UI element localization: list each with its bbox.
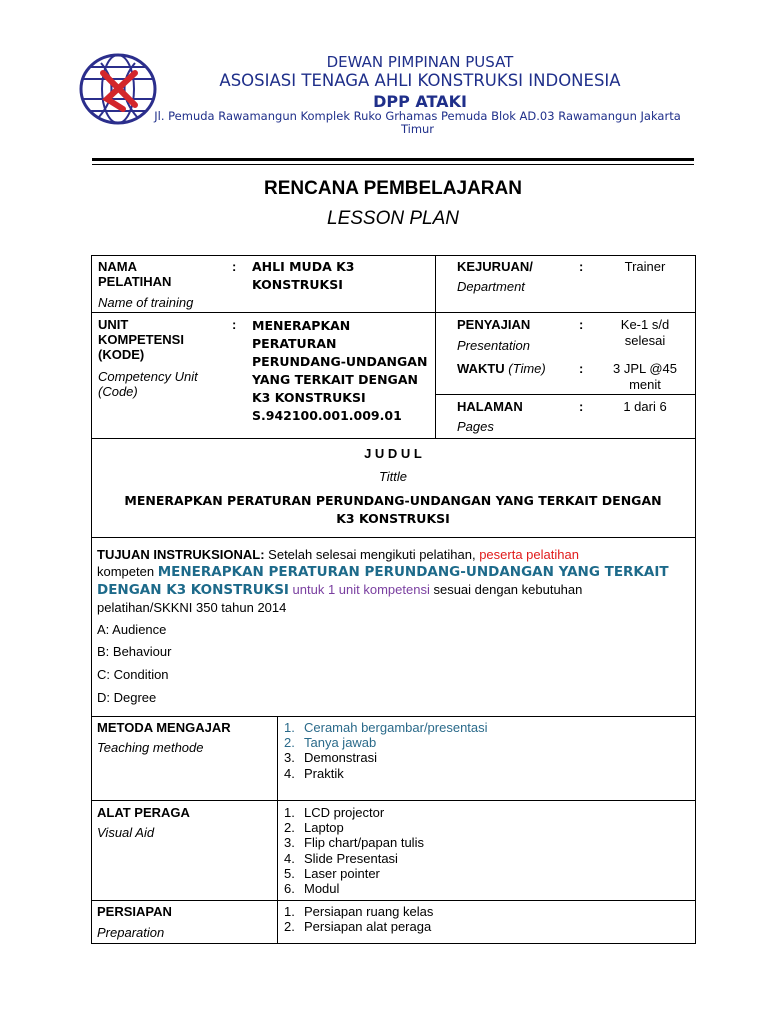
kejuruan-value: Trainer: [624, 259, 666, 274]
alat-label: ALAT PERAGA: [97, 805, 190, 820]
waktu-colon: :: [579, 361, 584, 376]
halaman-sub: Pages: [457, 419, 494, 434]
waktu-label: [457, 361, 546, 376]
kejuruan-label: KEJURUAN/: [457, 259, 533, 274]
alat-sub: Visual Aid: [97, 825, 155, 840]
info-divider-right1: [435, 312, 696, 313]
alat-list: [284, 805, 424, 896]
nama-value: AHLI MUDA K3 KONSTRUKSI: [252, 259, 355, 292]
kejuruan-colon: :: [579, 259, 584, 274]
penyajian-label: PENYAJIAN: [457, 317, 531, 332]
tujuan-p5: untuk 1 unit kompetensi: [288, 582, 430, 597]
page-subtitle: LESSON PLAN: [327, 208, 459, 229]
list-item: 3. Demonstrasi: [284, 750, 377, 766]
persiapan-sub: Preparation: [97, 925, 165, 940]
waktu-sub: (Time): [508, 361, 546, 376]
list-item: 2. Laptop: [284, 820, 344, 836]
tujuan-p1: Setelah selesai mengikuti pelatihan,: [264, 547, 480, 562]
info-divider-v: [435, 255, 436, 439]
header-line1: DEWAN PIMPINAN PUSAT: [326, 53, 514, 71]
tujuan-p3: kompeten: [97, 564, 158, 579]
metoda-list: [284, 720, 488, 781]
persiapan-label: PERSIAPAN: [97, 904, 172, 919]
list-item: 2. Persiapan alat peraga: [284, 919, 432, 935]
waktu-label-text: WAKTU: [457, 361, 505, 376]
judul-text: MENERAPKAN PERATURAN PERUNDANG-UNDANGAN YANG TERKAIT DENGAN K3 KONSTRUKSI: [124, 493, 662, 526]
nama-colon: :: [232, 259, 237, 274]
tujuan-p4: MENERAPKAN PERATURAN PERUNDANG-UNDANGAN YANG TERKAIT DENGAN K3 KONSTRUKSI: [97, 564, 669, 598]
abcd-d: D: Degree: [97, 690, 157, 705]
halaman-value: 1 dari 6: [623, 399, 667, 414]
list-item: 4. Praktik: [284, 765, 344, 781]
judul-sub: Tittle: [378, 469, 408, 484]
unit-value: MENERAPKAN PERATURAN PERUNDANG-UNDANGAN YANG TERKAIT DENGAN K3 KONSTRUKSI S.942100.001.009.01: [252, 318, 428, 423]
list-item: 3. Flip chart/papan tulis: [284, 835, 424, 851]
unit-label: UNIT KOMPETENSI (KODE): [98, 317, 184, 362]
penyajian-sub: Presentation: [457, 338, 530, 353]
tujuan-p2: peserta pelatihan: [479, 547, 579, 562]
penyajian-colon: :: [579, 317, 584, 332]
header-divider-thick: [92, 158, 694, 161]
list-item: 1. Ceramah bergambar/presentasi: [284, 720, 488, 735]
list-item: 4. Slide Presentasi: [284, 850, 398, 866]
info-divider-right2: [435, 394, 696, 395]
tujuan-paragraph: [97, 546, 677, 616]
page-title: RENCANA PEMBELAJARAN: [264, 178, 522, 199]
list-item: 5. Laser pointer: [284, 865, 380, 881]
waktu-value: 3 JPL @45 menit: [612, 361, 678, 392]
abcd-b: B: Behaviour: [97, 644, 172, 659]
abcd-a: A: Audience: [97, 622, 167, 637]
header-address: Jl. Pemuda Rawamangun Komplek Ruko Grhamas Pemuda Blok AD.03 Rawamangun Jakarta Timur: [154, 109, 681, 136]
tujuan-label: TUJUAN INSTRUKSIONAL:: [97, 547, 265, 562]
tujuan-p6: sesuai dengan kebutuhan pelatihan/SKKNI 350 tahun 2014: [97, 582, 583, 615]
list-item: 1. Persiapan ruang kelas: [284, 904, 434, 919]
list-item: 6. Modul: [284, 881, 340, 897]
info-divider-left: [91, 312, 436, 313]
metoda-label: METODA MENGAJAR: [97, 720, 231, 735]
method-divider-h2: [91, 900, 696, 901]
halaman-colon: :: [579, 399, 584, 414]
method-divider-v: [277, 716, 278, 944]
header-line3: DPP ATAKI: [373, 92, 467, 111]
halaman-label: HALAMAN: [457, 399, 523, 414]
header-divider-thin: [92, 164, 694, 165]
nama-sub: Name of training: [98, 295, 194, 310]
list-item: 1. LCD projector: [284, 805, 385, 820]
penyajian-value: Ke-1 s/d selesai: [620, 317, 670, 348]
kejuruan-sub: Department: [457, 279, 525, 294]
metoda-sub: Teaching methode: [97, 740, 204, 755]
nama-label: NAMA PELATIHAN: [98, 259, 172, 289]
persiapan-list: [284, 904, 433, 934]
unit-sub: Competency Unit (Code): [98, 369, 198, 399]
judul-label: J U D U L: [364, 446, 422, 461]
list-item: 2. Tanya jawab: [284, 735, 377, 751]
method-divider-h1: [91, 800, 696, 801]
header-line2: ASOSIASI TENAGA AHLI KONSTRUKSI INDONESIA: [219, 71, 621, 90]
unit-colon: :: [232, 317, 237, 332]
abcd-c: C: Condition: [97, 667, 169, 682]
